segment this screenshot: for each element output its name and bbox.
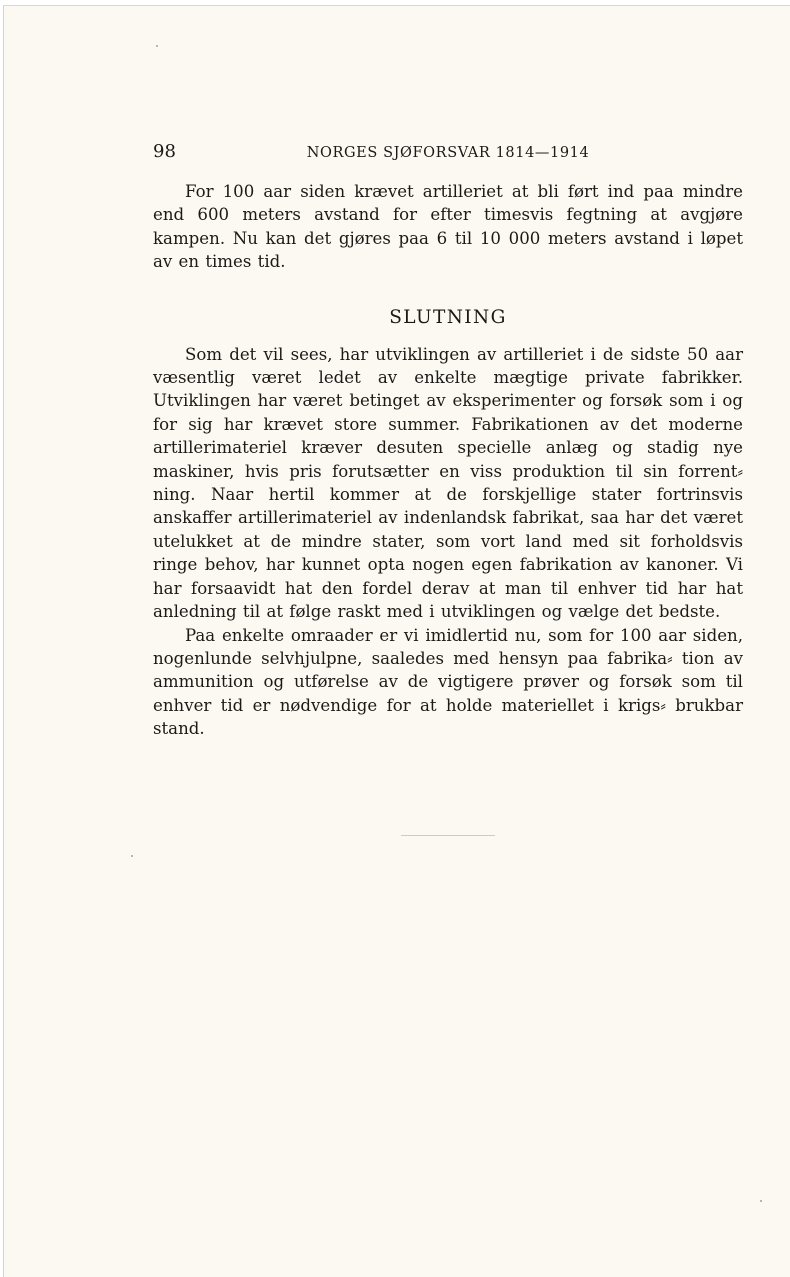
- page-body: [153, 180, 743, 741]
- paper-speck: [156, 45, 158, 47]
- book-page: [3, 5, 790, 1277]
- section-heading: SLUTNING: [389, 306, 507, 328]
- intro-paragraph: For 100 aar siden krævet artilleriet at bli ført ind paa mindre end 600 meters avstand for efter timesvis fegtning at avgjøre kampen. Nu kan det gjøres paa 6 til 10 000 meters avstand i løpet av en times tid.: [153, 182, 743, 272]
- page-header: [153, 141, 743, 165]
- end-rule: [401, 835, 495, 836]
- body-paragraph-1: Som det vil sees, har utviklingen av artilleriet i de sidste 50 aar væsentlig været ledet av enkelte mægtige private fabrikker. Utviklingen har været betinget av eksperimenter og forsøk som i og for sig har krævet store summer. Fabrikationen av det moderne artillerimateriel kræver desuten specielle anlæg og stadig nye maskiner, hvis pris forutsætter en viss produktion til sin forrent⸗ ning. Naar hertil kommer at de forskjellige stater fortrinsvis anskaffer artillerimateriel av indenlandsk fabrikat, saa har det været utelukket at de mindre stater, som vort land med sit forholdsvis ringe behov, har kunnet opta nogen egen fabrikation av kanoner. Vi har forsaavidt hat den fordel derav at man til enhver tid har hat anledning til at følge raskt med i utviklingen og vælge det bedste.: [153, 344, 743, 622]
- page-number: 98: [153, 141, 176, 162]
- paper-speck: [131, 855, 133, 857]
- body-paragraph-2: Paa enkelte omraader er vi imidlertid nu, som for 100 aar siden, nogenlunde selvhjulpne, saaledes med hensyn paa fabrika⸗ tion av ammunition og utførelse av de vigtigere prøver og forsøk som til enhver tid er nødvendige for at holde materiellet i krigs⸗ brukbar stand.: [153, 625, 743, 739]
- running-title: NORGES SJØFORSVAR 1814—1914: [306, 145, 590, 161]
- paper-speck: [760, 1200, 762, 1202]
